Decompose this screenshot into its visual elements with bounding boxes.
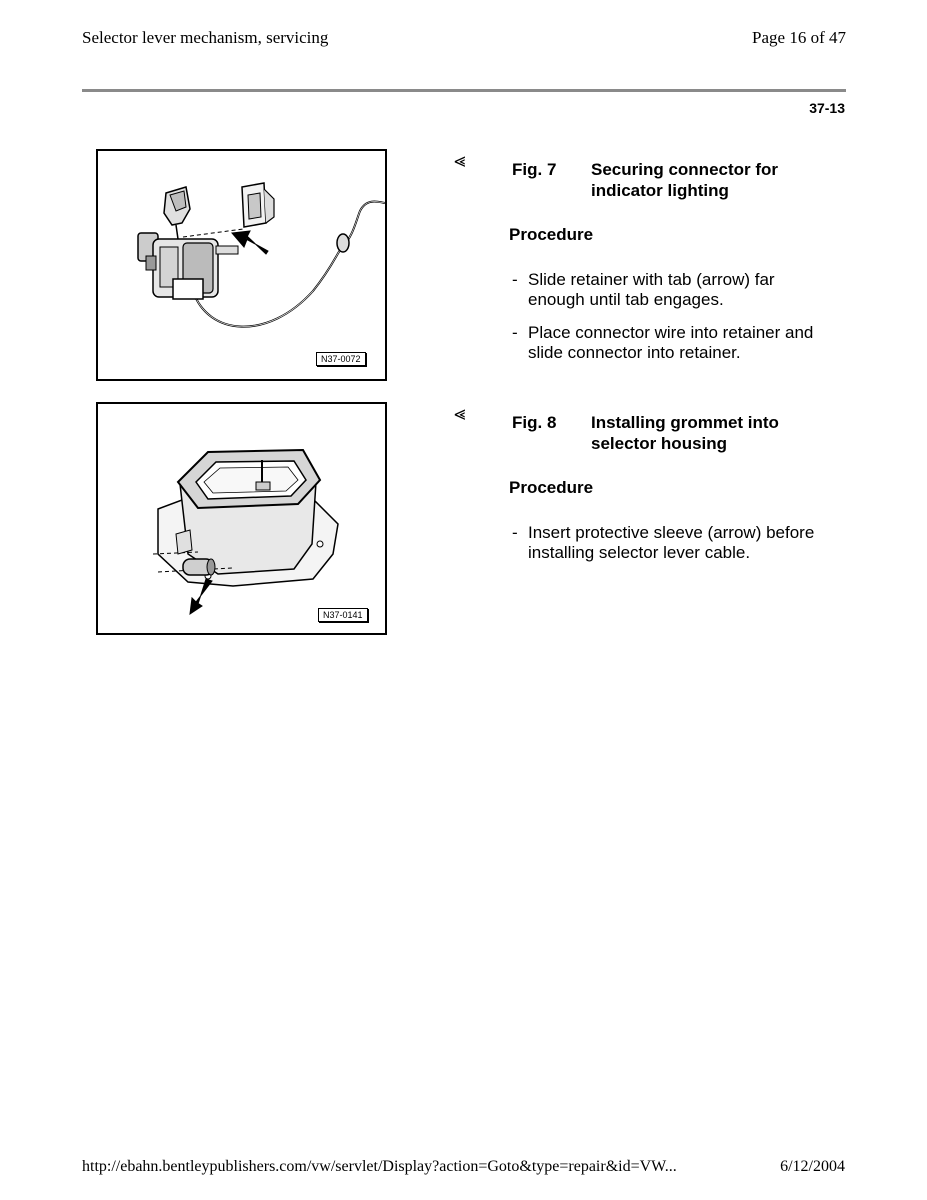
step-text: Slide retainer with tab (arrow) far enough until tab engages.	[528, 270, 775, 309]
procedure-heading: Procedure	[509, 225, 594, 244]
figure-number: Fig. 7	[512, 160, 557, 179]
figure-7-illustration	[96, 149, 387, 381]
step-text: Insert protective sleeve (arrow) before installing selector lever cable.	[528, 523, 815, 562]
selector-housing-drawing	[98, 404, 385, 633]
document-title: Selector lever mechanism, servicing	[82, 28, 329, 47]
figure-code: N37-0072	[316, 352, 366, 366]
procedure-heading: Procedure	[509, 478, 594, 497]
header-divider	[82, 89, 846, 92]
source-url[interactable]: http://ebahn.bentleypublishers.com/vw/servlet/Display?action=Goto&type=repair&id=VW...	[82, 1158, 677, 1175]
pointer-arrow-icon: ⪡	[454, 403, 466, 425]
section-number: 37-13	[809, 100, 845, 116]
figure-8-illustration	[96, 402, 387, 635]
connector-drawing	[98, 151, 385, 379]
print-date: 6/12/2004	[780, 1158, 845, 1175]
figure-title: Securing connector for indicator lighting	[591, 160, 779, 200]
figure-code: N37-0141	[318, 608, 368, 622]
page-indicator: Page 16 of 47	[752, 28, 846, 47]
step-text: Place connector wire into retainer and slide connector into retainer.	[528, 323, 814, 362]
figure-number: Fig. 8	[512, 413, 557, 432]
pointer-arrow-icon: ⪡	[454, 150, 466, 172]
figure-title: Installing grommet into selector housing	[591, 413, 779, 453]
